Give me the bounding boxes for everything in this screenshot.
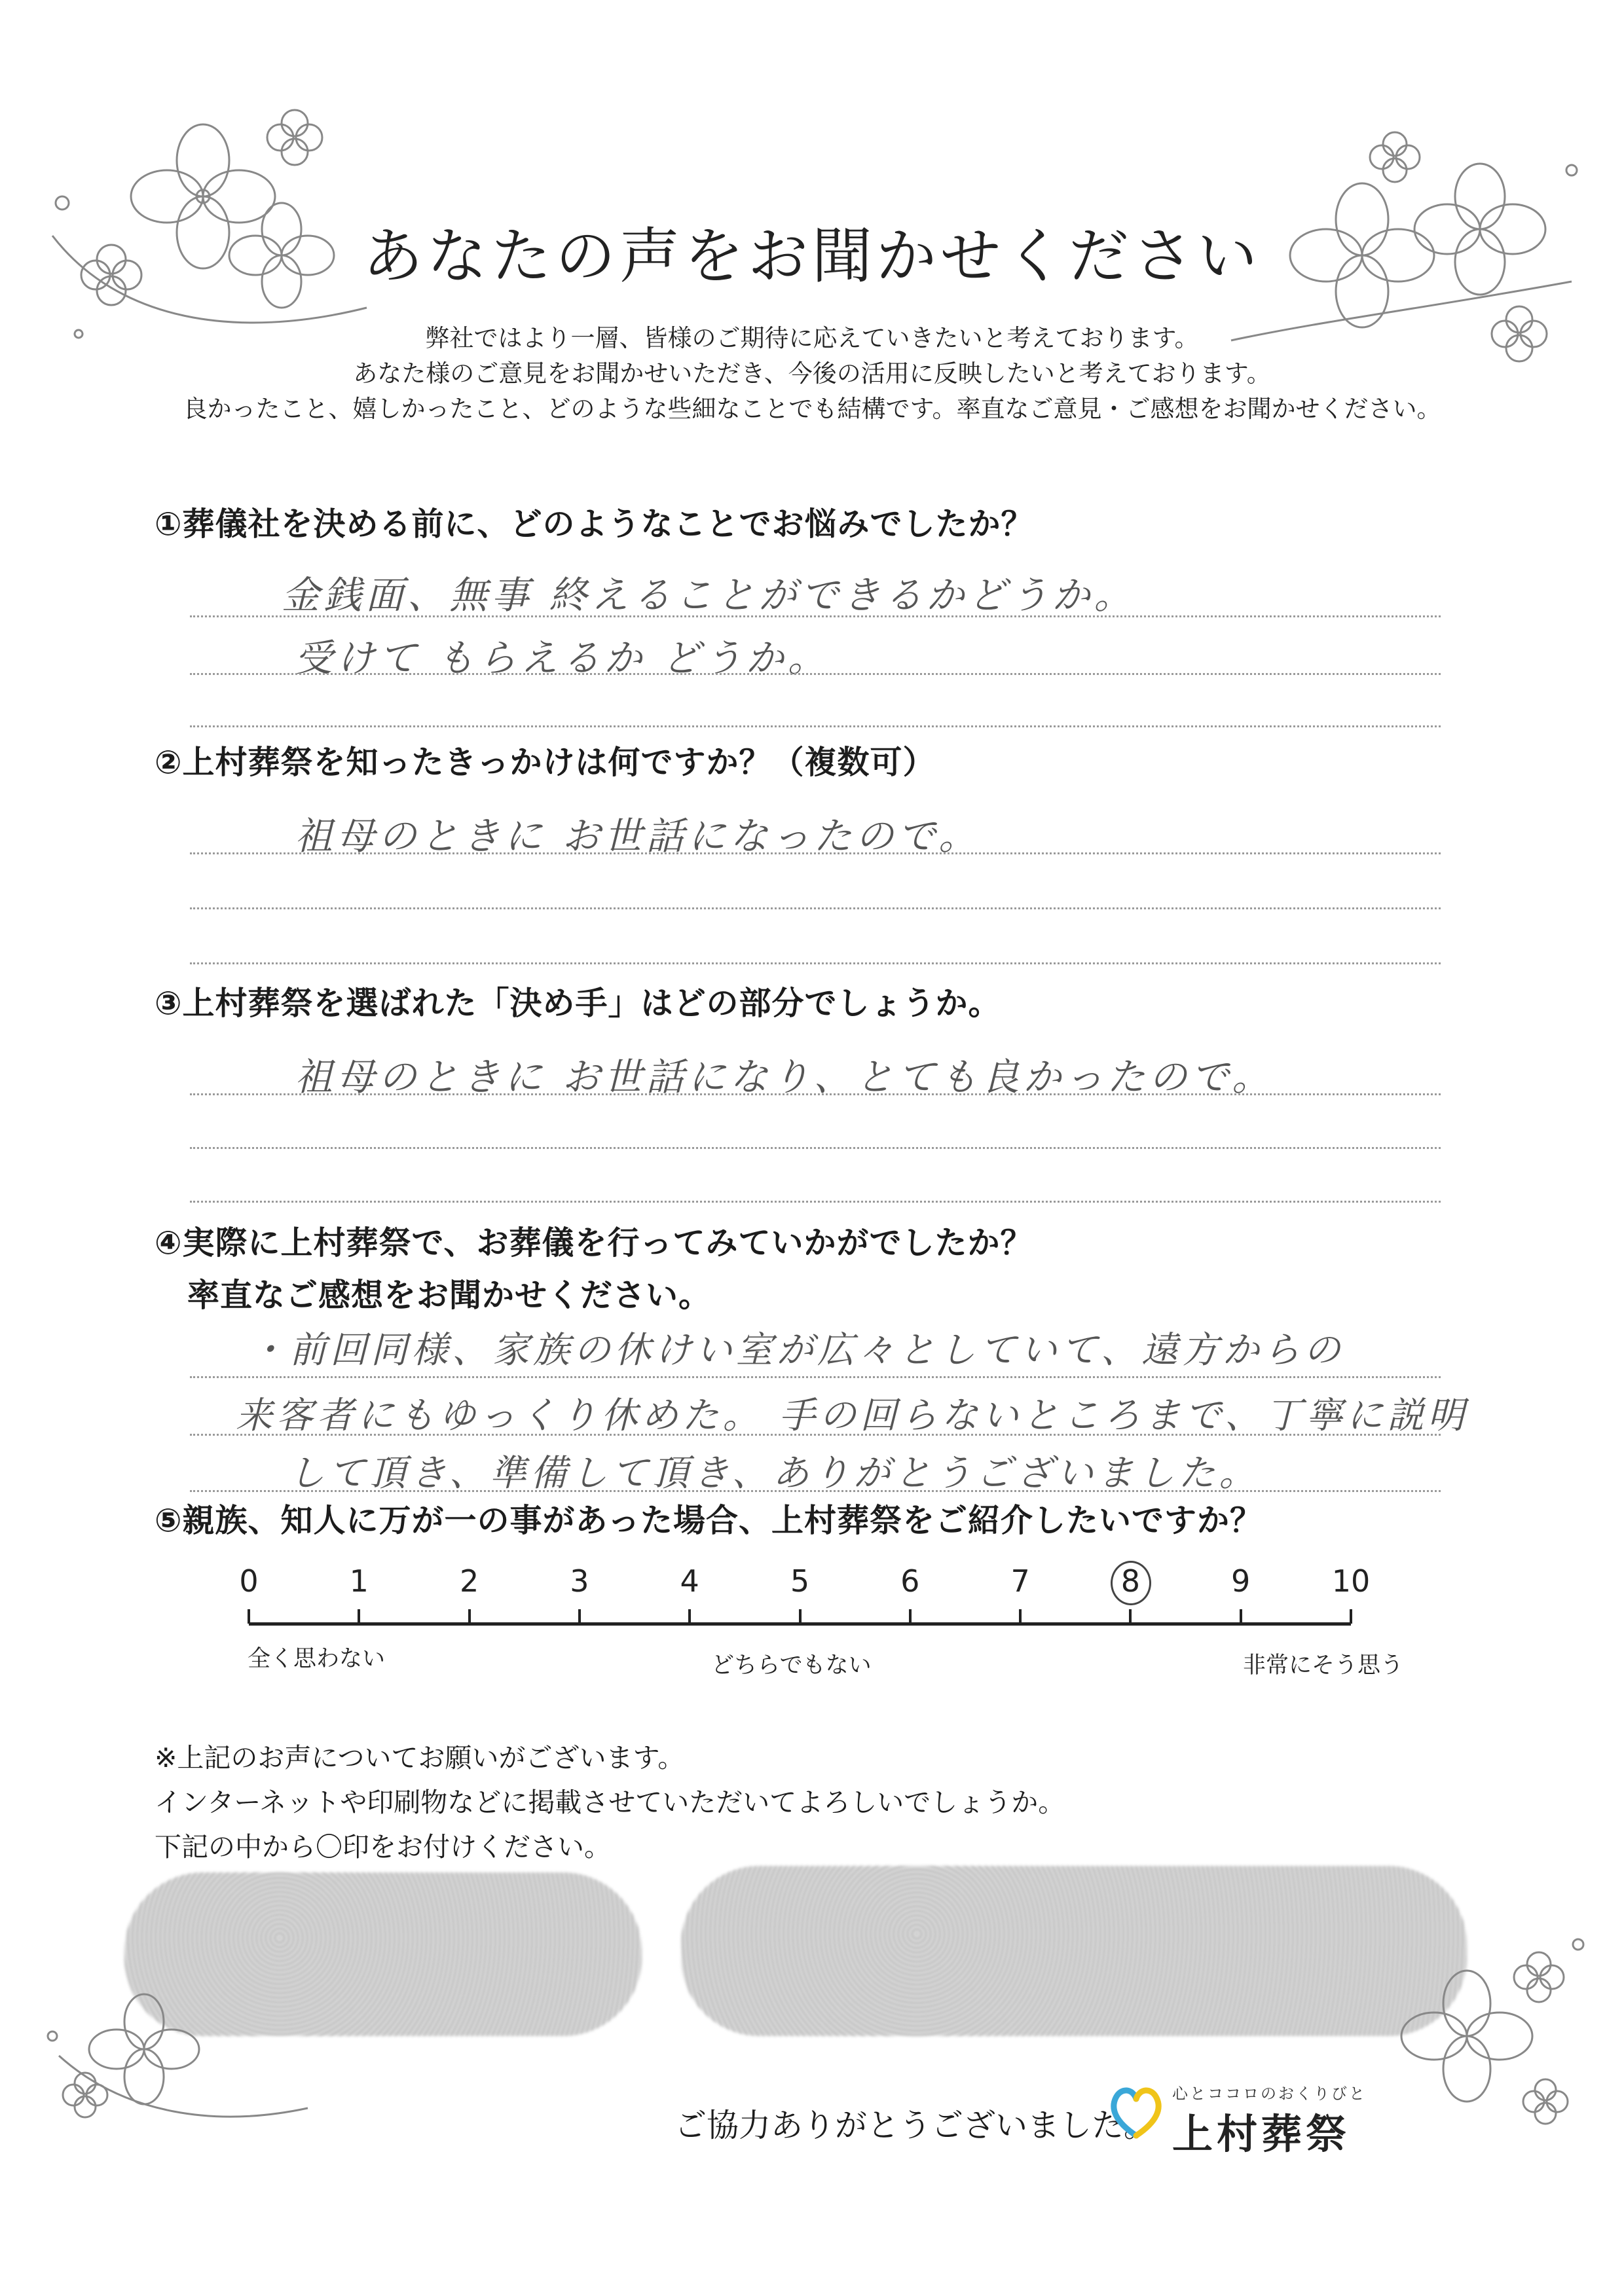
- answer-rule: [190, 907, 1441, 909]
- question-1-answer-line-1: 金銭面、無事 終えることができるかどうか。: [282, 573, 1136, 617]
- scale-number-5[interactable]: 5: [790, 1563, 810, 1599]
- scale-tick: [1350, 1609, 1352, 1624]
- answer-rule: [190, 1201, 1441, 1203]
- clover-decoration-bottom-right: [1342, 1931, 1604, 2154]
- page-title: あなたの声をお聞かせください: [362, 221, 1261, 291]
- answer-rule: [190, 852, 1441, 854]
- answer-rule: [190, 962, 1441, 964]
- scale-number-2[interactable]: 2: [459, 1563, 479, 1599]
- scale-number-4[interactable]: 4: [680, 1563, 699, 1599]
- scale-number-0[interactable]: 0: [239, 1563, 259, 1599]
- scale-tick: [248, 1609, 250, 1624]
- question-1-answer-line-2: 受けて もらえるか どうか。: [295, 636, 830, 680]
- scale-label-low: 全く思わない: [248, 1646, 386, 1672]
- clover-decoration-bottom-left: [46, 1958, 327, 2154]
- selected-rating-circle: [1111, 1561, 1151, 1605]
- scale-tick: [1019, 1609, 1022, 1624]
- answer-rule: [190, 1093, 1441, 1095]
- scale-label-mid: どちらでもない: [711, 1652, 872, 1679]
- question-4-answer-line-3: して頂き、準備して頂き、ありがとうございました。: [288, 1452, 1260, 1495]
- question-2-answer-line-1: 祖母のときに お世話になったので。: [295, 814, 981, 858]
- intro-line-1: 弊社ではより一層、皆様のご期待に応えていきたいと考えております。: [425, 324, 1199, 352]
- intro-line-3: 良かったこと、嬉しかったこと、どのような些細なことでも結構です。率直なご意見・ご感想をお聞かせください。: [183, 395, 1441, 423]
- question-2-label: ②上村葬祭を知ったきっかけは何ですか？（複数可）: [155, 744, 936, 781]
- scale-number-1[interactable]: 1: [349, 1563, 369, 1599]
- answer-rule: [190, 673, 1441, 675]
- scale-tick: [358, 1609, 360, 1624]
- intro-line-2: あなた様のご意見をお聞かせいただき、今後の活用に反映したいと考えております。: [353, 359, 1271, 388]
- question-4-label-2: 率直なご感想をお聞かせください。: [187, 1277, 712, 1314]
- thanks-message: ご協力ありがとうございました。: [674, 2107, 1156, 2144]
- scale-tick: [1240, 1609, 1242, 1624]
- notice-line-2: インターネットや印刷物などに掲載させていただいてよろしいでしょうか。: [155, 1787, 1065, 1818]
- scale-tick: [799, 1609, 802, 1624]
- scale-tick: [578, 1609, 581, 1624]
- question-3-answer-line-1: 祖母のときに お世話になり、とても良かったので。: [295, 1055, 1274, 1099]
- answer-rule: [190, 1490, 1441, 1492]
- question-1-label: ①葬儀社を決める前に、どのようなことでお悩みでしたか？: [155, 505, 1034, 543]
- scale-number-6[interactable]: 6: [900, 1563, 920, 1599]
- scale-number-3[interactable]: 3: [570, 1563, 589, 1599]
- scale-number-7[interactable]: 7: [1010, 1563, 1030, 1599]
- answer-rule: [190, 1147, 1441, 1149]
- answer-rule: [190, 725, 1441, 727]
- rating-scale-line: [249, 1622, 1351, 1626]
- scale-number-8[interactable]: 8: [1120, 1563, 1141, 1599]
- scale-tick: [909, 1609, 912, 1624]
- scale-tick: [468, 1609, 471, 1624]
- question-4-label: ④実際に上村葬祭で、お葬儀を行ってみていかがでしたか？: [155, 1224, 1033, 1262]
- scale-number-10[interactable]: 10: [1331, 1563, 1371, 1599]
- brand-name: 上村葬祭: [1172, 2110, 1351, 2158]
- scale-number-9[interactable]: 9: [1231, 1563, 1251, 1599]
- question-4-answer-line-1: ・前回同様、家族の休けい室が広々としていて、遠方からの: [249, 1329, 1344, 1372]
- brand-tagline: 心とココロのおくりびと: [1172, 2085, 1367, 2103]
- heart-logo-icon: [1108, 2082, 1164, 2141]
- answer-rule: [190, 1376, 1441, 1378]
- question-3-label: ③上村葬祭を選ばれた「決め手」はどの部分でしょうか。: [155, 985, 1001, 1022]
- scale-tick: [688, 1609, 691, 1624]
- scale-tick: [1129, 1609, 1132, 1624]
- question-5-label: ⑤親族、知人に万が一の事があった場合、上村葬祭をご紹介したいですか？: [155, 1502, 1263, 1539]
- notice-line-1: ※上記のお声についてお願いがございます。: [155, 1742, 685, 1774]
- scale-label-high: 非常にそう思う: [1243, 1652, 1404, 1679]
- answer-rule: [190, 615, 1441, 617]
- question-4-answer-line-2: 来客者にもゆっくり休めた。 手の回らないところまで、丁寧に説明: [236, 1394, 1469, 1437]
- answer-rule: [190, 1434, 1441, 1436]
- notice-line-3: 下記の中から〇印をお付けください。: [155, 1831, 611, 1863]
